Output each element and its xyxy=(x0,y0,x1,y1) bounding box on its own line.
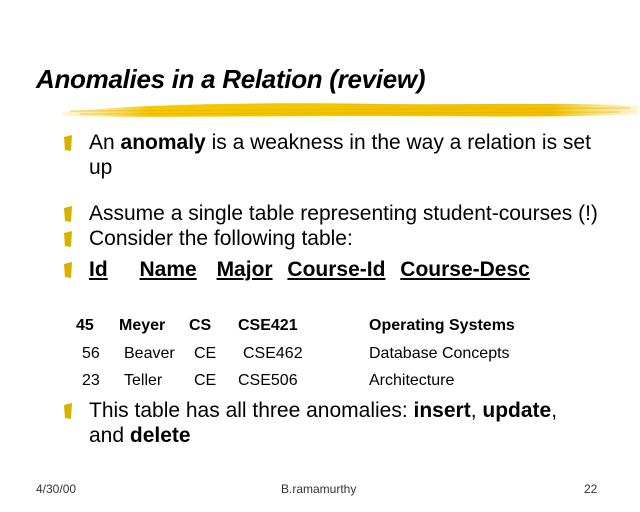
bullet-table-header xyxy=(64,257,530,282)
table-cell: 45 xyxy=(76,317,94,334)
header-course-desc: Course-Desc xyxy=(400,258,530,281)
table-cell: CE xyxy=(194,345,217,362)
bullet-icon xyxy=(64,206,72,222)
table-cell: CSE462 xyxy=(243,345,303,362)
header-id: Id xyxy=(89,258,108,281)
header-major: Major xyxy=(216,258,273,281)
table-cell: Architecture xyxy=(369,372,455,389)
table-cell: 23 xyxy=(82,372,100,389)
bullet-anomaly-definition: An anomaly is a weakness in the way a relation is set up xyxy=(64,130,591,180)
insert-term: insert xyxy=(413,399,471,422)
footer-date: 4/30/00 xyxy=(36,482,77,496)
bullet-consider-table: Consider the following table: xyxy=(64,226,353,251)
header-name: Name xyxy=(139,258,197,281)
slide-title: Anomalies in a Relation (review) xyxy=(36,64,426,94)
table-cell: CE xyxy=(194,372,217,389)
table-cell: Operating Systems xyxy=(369,317,515,334)
table-cell: Database Concepts xyxy=(369,345,510,362)
bullet-icon xyxy=(64,231,72,247)
header-course-id: Course-Id xyxy=(287,258,386,281)
delete-term: delete xyxy=(129,424,191,447)
bullet-icon xyxy=(64,262,72,278)
table-cell: 56 xyxy=(82,345,100,362)
table-cell: Beaver xyxy=(124,345,175,362)
bullet-three-anomalies: This table has all three anomalies: insert, update, and delete xyxy=(64,398,640,448)
bullet-single-table: Assume a single table representing student-courses (!) xyxy=(64,201,598,226)
bullet-icon xyxy=(64,403,72,419)
footer-author: B.ramamurthy xyxy=(281,482,357,496)
title-brush-stroke xyxy=(60,96,640,124)
table-cell: Meyer xyxy=(119,317,166,334)
anomaly-term: anomaly xyxy=(120,131,206,154)
table-cell: CS xyxy=(189,317,212,334)
table-cell: CSE421 xyxy=(238,317,298,334)
table-cell: CSE506 xyxy=(238,372,298,389)
table-cell: Teller xyxy=(124,372,163,389)
update-term: update xyxy=(482,399,552,422)
bullet-icon xyxy=(64,135,72,151)
footer-page-number: 22 xyxy=(584,482,598,496)
